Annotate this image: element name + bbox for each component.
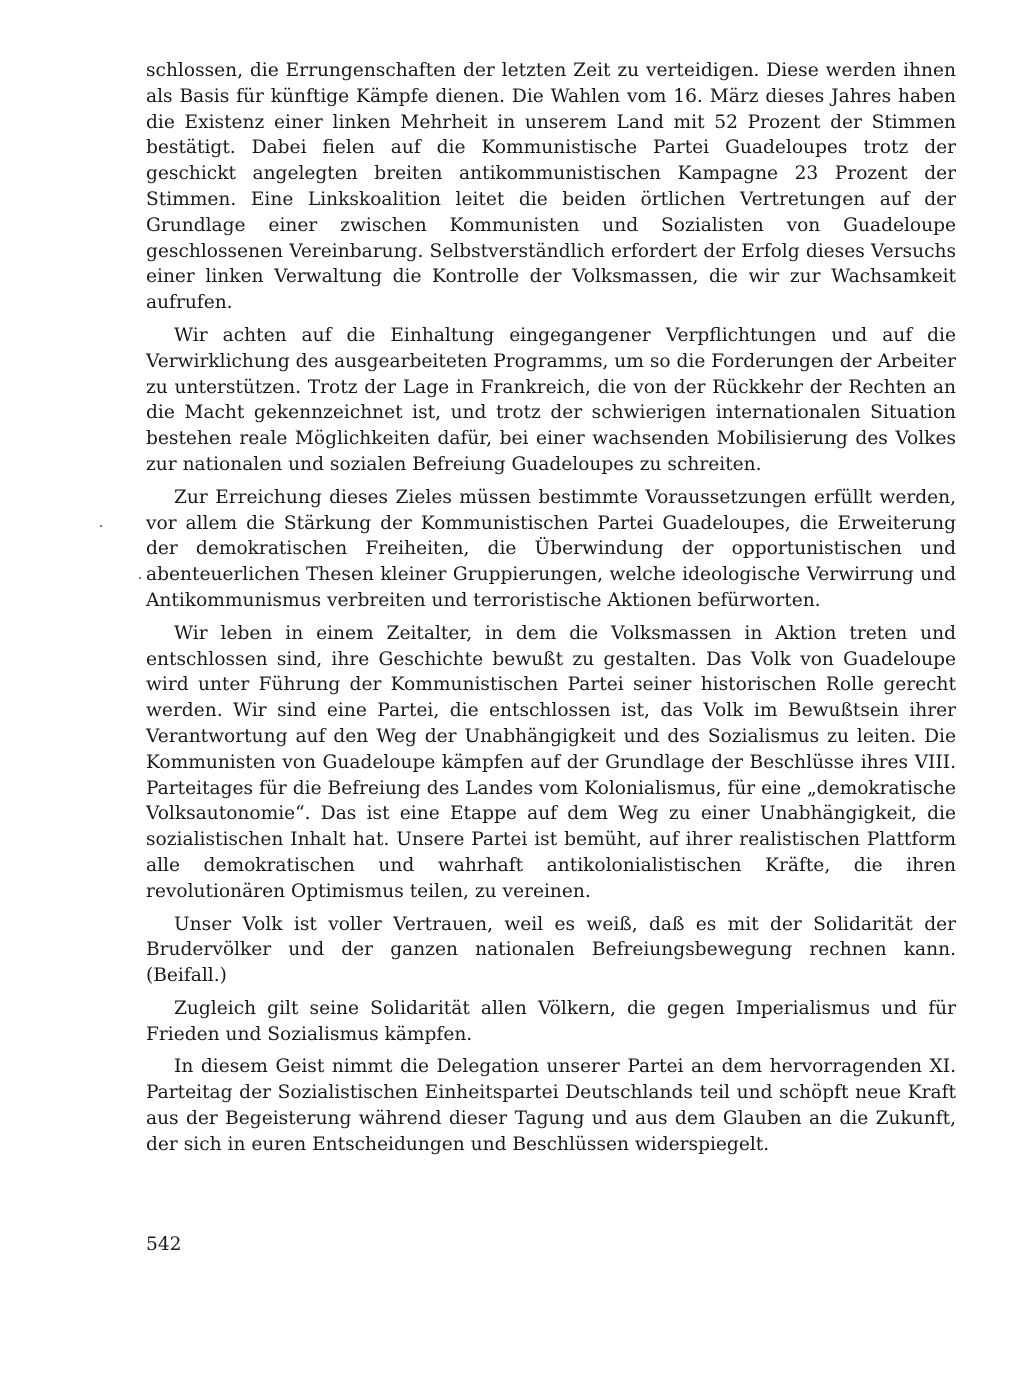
- body-text: [146, 58, 956, 1165]
- scan-speck: [139, 577, 141, 579]
- page-number: 542: [146, 1234, 182, 1255]
- paragraph-7: In diesem Geist nimmt die Delegation unserer Partei an dem hervorragenden XI. Parteitag der Sozialistischen Einheitspartei Deutschlands teil und schöpft neue Kraft aus der Begeisterung während dieser Tagung und aus dem Glauben an die Zukunft, der sich in euren Entscheidungen und Beschlüssen widerspiegelt.: [146, 1056, 956, 1155]
- paragraph-3: Zur Erreichung dieses Zieles müssen bestimmte Voraussetzungen erfüllt werden, vor allem die Stärkung der Kommunistischen Partei Guadeloupes, die Erweiterung der demokratischen Freiheiten, die Überwindung der opportunistischen und abenteuerlichen Thesen kleiner Gruppierungen, welche ideologische Verwirrung und Antikommunismus verbreiten und terroristische Aktionen befürworten.: [146, 486, 956, 611]
- paragraph-6: Zugleich gilt seine Solidarität allen Völkern, die gegen Imperialismus und für Frieden und Sozialismus kämpfen.: [146, 997, 956, 1045]
- paragraph-5: Unser Volk ist voller Vertrauen, weil es weiß, daß es mit der Solidarität der Brudervölker und der ganzen nationalen Befreiungsbewegung rechnen kann. (Beifall.): [146, 913, 956, 987]
- paragraph-2: Wir achten auf die Einhaltung eingegangener Verpflichtungen und auf die Verwirklichung des ausgearbeiteten Programms, um so die Forderungen der Arbeiter zu unterstützen. Trotz der Lage in Frankreich, die von der Rückkehr der Rechten an die Macht gekennzeichnet ist, und trotz der schwierigen internationalen Situation bestehen reale Möglichkeiten dafür, bei einer wachsenden Mobilisierung des Volkes zur nationalen und sozialen Befreiung Guadeloupes zu schreiten.: [146, 324, 956, 475]
- paragraph-1: schlossen, die Errungenschaften der letzten Zeit zu verteidigen. Diese werden ihnen als Basis für künftige Kämpfe dienen. Die Wahlen vom 16. März dieses Jahres haben die Existenz einer linken Mehrheit in unserem Land mit 52 Prozent der Stimmen bestätigt. Dabei fielen auf die Kommunistische Partei Guadeloupes trotz der geschickt angelegten breiten antikommunistischen Kampagne 23 Prozent der Stimmen. Eine Linkskoalition leitet die beiden örtlichen Vertretungen auf der Grundlage einer zwischen Kommunisten und Sozialisten von Guadeloupe geschlossenen Vereinbarung. Selbstverständlich erfordert der Erfolg dieses Versuchs einer linken Verwaltung die Kontrolle der Volksmassen, die wir zur Wachsamkeit aufrufen.: [146, 60, 956, 314]
- scan-speck: [100, 525, 102, 527]
- paragraph-4: Wir leben in einem Zeitalter, in dem die Volksmassen in Aktion treten und entschlossen sind, ihre Geschichte bewußt zu gestalten. Das Volk von Guadeloupe wird unter Führung der Kommunistischen Partei seiner historischen Rolle gerecht werden. Wir sind eine Partei, die entschlossen ist, das Volk im Bewußtsein ihrer Verantwortung auf den Weg der Unabhängigkeit und des Sozialismus zu leiten. Die Kommunisten von Guadeloupe kämpfen auf der Grundlage der Beschlüsse ihres VIII. Parteitages für die Befreiung des Landes vom Kolonialismus, für eine „demokratische Volksautonomie“. Das ist eine Etappe auf dem Weg zu einer Unabhängigkeit, die sozialistischen Inhalt hat. Unsere Partei ist bemüht, auf ihrer realistischen Plattform alle demokratischen und wahrhaft antikolonialistischen Kräfte, die ihren revolutionären Optimismus teilen, zu vereinen.: [146, 622, 956, 902]
